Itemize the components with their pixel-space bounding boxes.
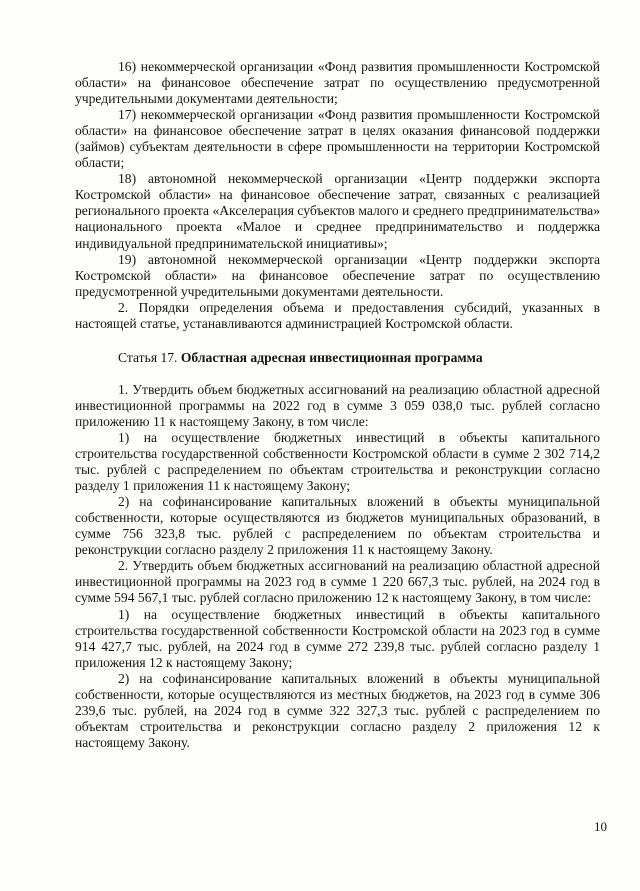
article-heading [75,350,600,366]
article-paragraph-2-1: 1) на осуществление бюджетных инвестиций в объекты капитального строительства государственной собственности Костромской области на 2023 год в сумме 914 427,7 тыс. рублей, на 2024 год в сумме 272 239,8 тыс. рублей согласно разделу 1 приложения 12 к настоящему Закону; [75,606,600,670]
article-paragraph-1-1: 1) на осуществление бюджетных инвестиций в объекты капитального строительства государственной собственности Костромской области в сумме 2 302 714,2 тыс. рублей с распределением по объектам строительства и реконструкции согласно разделу 1 приложения 11 к настоящему Закону; [75,429,600,494]
article-title: Областная адресная инвестиционная программа [180,349,483,365]
article-paragraph-1: 1. Утвердить объем бюджетных ассигнований на реализацию областной адресной инвестиционной программы на 2022 год в сумме 3 059 038,0 тыс. рублей согласно приложению 11 к настоящему Закону, в том числе: [75,381,600,429]
article-paragraph-2-2: 2) на софинансирование капитальных вложений в объекты муниципальной собственности, которые осуществляются из местных бюджетов, на 2023 год в сумме 306 239,6 тыс. рублей, на 2024 год в сумме 322 327,3 тыс. рублей с распределением по объектам строительства и реконструкции согласно разделу 2 приложения 12 к настоящему Закону. [75,670,600,750]
paragraph-item-18: 18) автономной некоммерческой организации «Центр поддержки экспорта Костромской области» на финансовое обеспечение затрат, связанных с реализацией регионального проекта «Акселерация субъектов малого и среднего предпринимательства» национального проекта «Малое и среднее предпринимательство и поддержка индивидуальной предпринимательской инициативы»; [75,171,600,251]
article-paragraph-2: 2. Утвердить объем бюджетных ассигнований на реализацию областной адресной инвестиционной программы на 2023 год в сумме 1 220 667,3 тыс. рублей, на 2024 год в сумме 594 567,1 тыс. рублей согласно приложению 12 к настоящему Закону, в том числе: [75,558,600,606]
paragraph-item-16: 16) некоммерческой организации «Фонд развития промышленности Костромской области» на финансовое обеспечение затрат по осуществлению предусмотренной учредительными документами деятельности; [75,59,600,107]
paragraph-item-19: 19) автономной некоммерческой организации «Центр поддержки экспорта Костромской области» на финансовое обеспечение затрат по осуществлению предусмотренной учредительными документами деятельности. [75,251,600,299]
paragraph-item-17: 17) некоммерческой организации «Фонд развития промышленности Костромской области» на финансовое обеспечение затрат в целях оказания финансовой поддержки (займов) субъектам деятельности в сфере промышленности на территории Костромской области; [75,107,600,171]
article-number: Статья 17. [118,349,181,365]
page-number: 10 [594,819,607,834]
paragraph-subsidy-procedures: 2. Порядки определения объема и предоставления субсидий, указанных в настоящей статье, устанавливаются администрацией Костромской области. [75,299,600,331]
article-paragraph-1-2: 2) на софинансирование капитальных вложений в объекты муниципальной собственности, которые осуществляются из бюджетов муниципальных образований, в сумме 756 323,8 тыс. рублей с распределением по объектам строительства и реконструкции согласно разделу 2 приложения 11 к настоящему Закону. [75,494,600,558]
document-body [75,59,600,751]
